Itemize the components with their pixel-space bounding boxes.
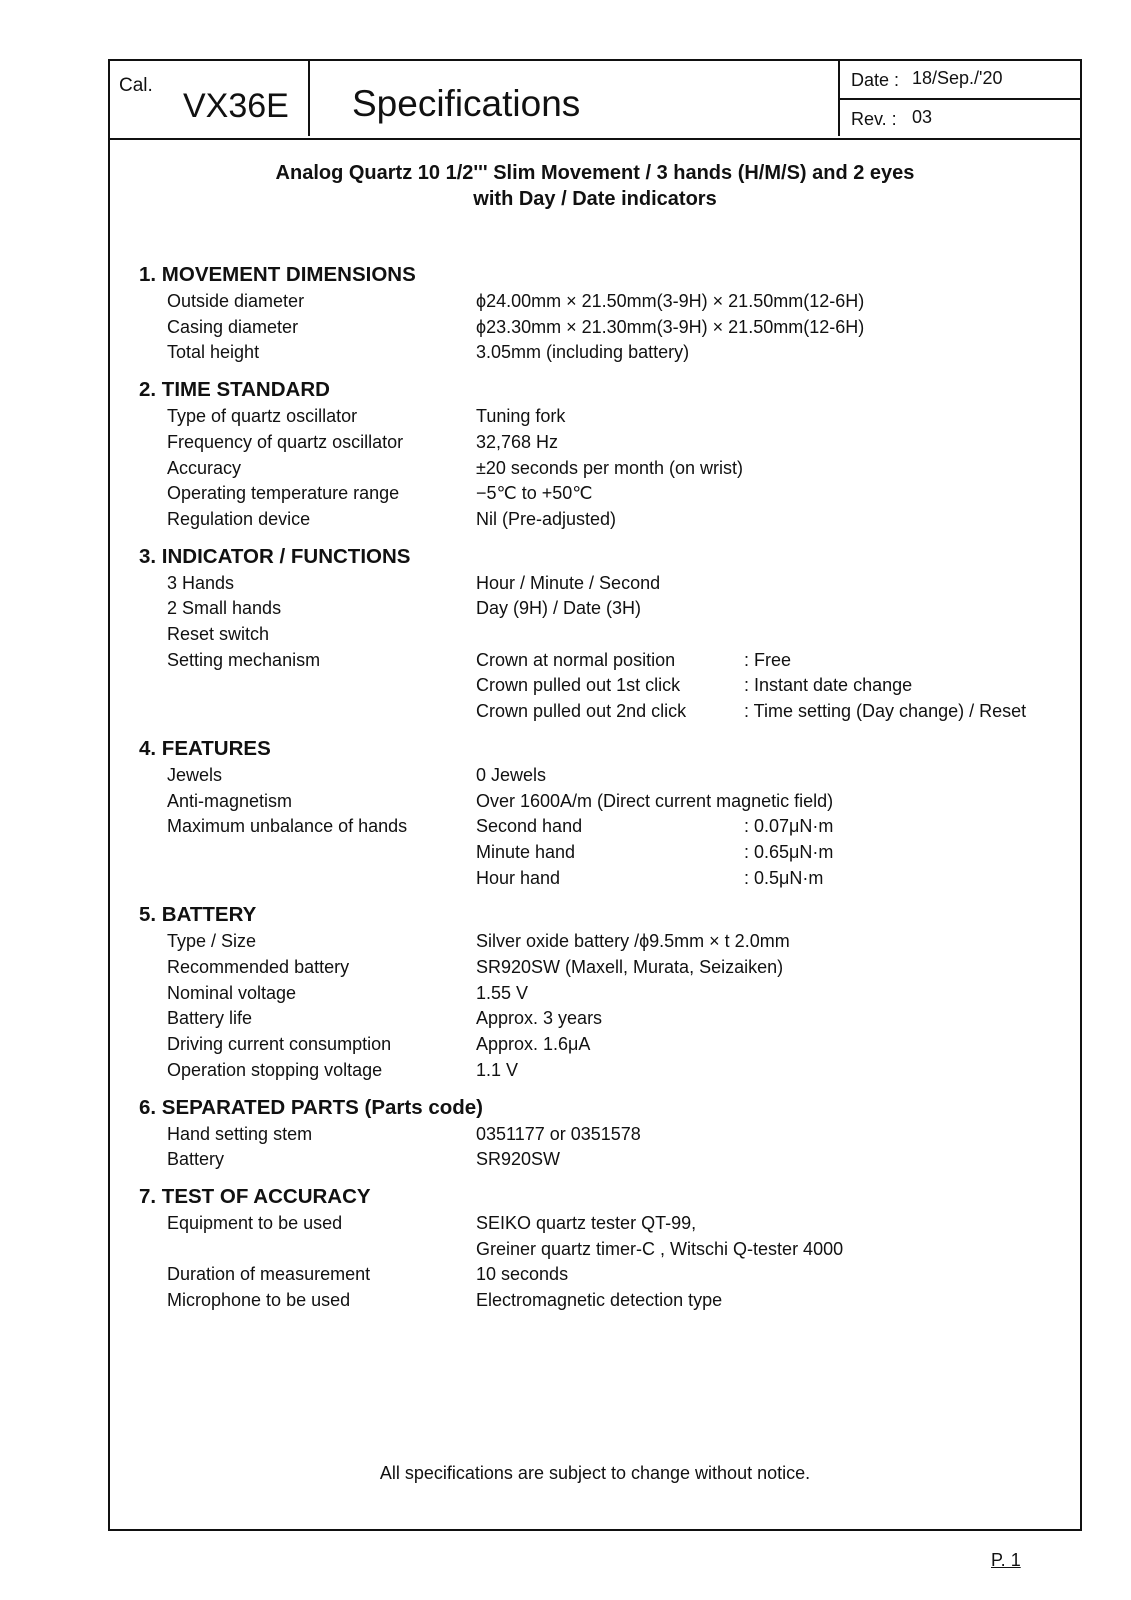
spec-label: Duration of measurement (167, 1264, 371, 1285)
spec-subrow (476, 648, 1069, 674)
spec-value: 32,768 Hz (476, 431, 559, 452)
spec-value: Day (9H) / Date (3H) (476, 598, 642, 619)
spec-value (476, 866, 1069, 892)
spec-frame (108, 59, 1082, 1531)
section-title: 1. MOVEMENT DIMENSIONS (139, 263, 416, 286)
spec-subrow (476, 840, 1069, 866)
section-title: 7. TEST OF ACCURACY (139, 1184, 371, 1208)
spec-row (139, 866, 1069, 892)
spec-label: Nominal voltage (167, 982, 297, 1003)
date-value: 18/Sep./'20 (912, 68, 1003, 88)
spec-row (139, 1147, 1069, 1173)
spec-row (139, 789, 1069, 815)
date-row (840, 61, 1080, 100)
spec-section (139, 1183, 1069, 1314)
spec-sub-label: Crown pulled out 2nd click (476, 701, 687, 722)
spec-row (139, 699, 1069, 725)
spec-row (139, 289, 1069, 315)
spec-value: Tuning fork (476, 406, 566, 427)
spec-subrow (476, 699, 1069, 725)
header-table (110, 61, 1080, 140)
movement-subtitle (110, 160, 1080, 212)
spec-label: Battery life (167, 1008, 253, 1029)
spec-value: ϕ24.00mm × 21.50mm(3-9H) × 21.50mm(12-6H) (476, 291, 865, 311)
spec-sub-value: : Time setting (Day change) / Reset (744, 701, 1027, 722)
spec-section (139, 543, 1069, 725)
spec-value (476, 648, 1069, 674)
spec-label: Setting mechanism (167, 649, 321, 670)
spec-row (139, 315, 1069, 341)
spec-row (139, 673, 1069, 699)
spec-row (139, 840, 1069, 866)
spec-sub-value: : Free (744, 649, 792, 670)
spec-section (139, 1094, 1069, 1173)
revision-label: Rev. : (851, 109, 897, 129)
spec-value (476, 814, 1069, 840)
footer-note: All specifications are subject to change without notice. (379, 1463, 811, 1483)
spec-label: Equipment to be used (167, 1212, 343, 1233)
spec-value: ±20 seconds per month (on wrist) (476, 457, 743, 478)
spec-subrow (476, 814, 1069, 840)
spec-sub-label: Second hand (476, 816, 583, 837)
spec-row (139, 481, 1069, 507)
spec-label: 2 Small hands (167, 598, 282, 619)
section-title: 5. BATTERY (139, 903, 257, 927)
spec-label (139, 699, 476, 725)
spec-label: Type / Size (167, 931, 257, 952)
spec-sub-label: Minute hand (476, 841, 576, 862)
spec-value: 10 seconds (476, 1264, 569, 1285)
caliber-label: Cal. (119, 75, 153, 96)
spec-row (139, 1122, 1069, 1148)
caliber-cell (110, 61, 310, 136)
spec-label: Operating temperature range (167, 483, 400, 504)
subtitle-line-1: Analog Quartz 10 1/2''' Slim Movement / 3 hands (H/M/S) and 2 eyes (275, 162, 915, 184)
spec-sub-label: Hour hand (476, 867, 561, 888)
spec-row (139, 507, 1069, 533)
spec-value: SR920SW (Maxell, Murata, Seizaiken) (476, 957, 784, 978)
spec-label (139, 1237, 476, 1263)
spec-label: Recommended battery (167, 957, 350, 978)
spec-label: Frequency of quartz oscillator (167, 431, 404, 452)
spec-label: Battery (167, 1149, 225, 1170)
section-title: 6. SEPARATED PARTS (Parts code) (139, 1095, 484, 1119)
spec-row (139, 981, 1069, 1007)
spec-label (139, 673, 476, 699)
spec-row (139, 622, 1069, 648)
spec-value: Greiner quartz timer-C , Witschi Q-tester 4000 (476, 1238, 844, 1259)
spec-sub-value: : 0.5μN·m (744, 867, 824, 888)
spec-value (476, 673, 1069, 699)
spec-value: Over 1600A/m (Direct current magnetic field) (476, 790, 834, 811)
spec-row (139, 814, 1069, 840)
spec-value: SEIKO quartz tester QT-99, (476, 1212, 697, 1233)
spec-label: Total height (167, 342, 260, 363)
spec-value: 0351177 or 0351578 (476, 1123, 641, 1144)
spec-label: Jewels (167, 764, 223, 785)
spec-row (139, 763, 1069, 789)
spec-row (139, 340, 1069, 366)
spec-label: Regulation device (167, 508, 311, 529)
spec-sub-label: Crown at normal position (476, 649, 676, 670)
spec-value (476, 699, 1069, 725)
spec-value: 3.05mm (including battery) (476, 342, 690, 363)
document-title: Specifications (352, 83, 581, 124)
spec-value: 0 Jewels (476, 764, 547, 785)
spec-value: 1.1 V (476, 1059, 519, 1080)
spec-row (139, 1288, 1069, 1314)
spec-sub-label: Crown pulled out 1st click (476, 675, 681, 696)
section-title: 4. FEATURES (139, 736, 271, 760)
spec-label: Accuracy (167, 457, 242, 478)
spec-label: Type of quartz oscillator (167, 406, 358, 427)
spec-row (139, 596, 1069, 622)
revision-row (840, 100, 1080, 137)
spec-row (139, 1262, 1069, 1288)
spec-row (139, 1211, 1069, 1237)
spec-row (139, 648, 1069, 674)
spec-row (139, 404, 1069, 430)
spec-value: Silver oxide battery /ϕ9.5mm × t 2.0mm (476, 931, 790, 952)
spec-section (139, 261, 1069, 366)
spec-row (139, 929, 1069, 955)
subtitle-line-2: with Day / Date indicators (473, 188, 717, 210)
spec-label: Hand setting stem (167, 1123, 313, 1144)
spec-label: Operation stopping voltage (167, 1059, 383, 1080)
spec-label (139, 840, 476, 866)
spec-row (139, 1032, 1069, 1058)
spec-sections (139, 261, 1069, 1324)
spec-sub-value: : 0.65μN·m (744, 841, 834, 862)
spec-value: Electromagnetic detection type (476, 1290, 723, 1311)
caliber-value: VX36E (183, 87, 289, 125)
spec-sub-value: : Instant date change (744, 675, 913, 696)
spec-row (139, 1058, 1069, 1084)
section-title: 3. INDICATOR / FUNCTIONS (139, 544, 411, 568)
spec-section (139, 901, 1069, 1083)
spec-subrow (476, 673, 1069, 699)
spec-row (139, 430, 1069, 456)
spec-section (139, 735, 1069, 892)
spec-value: Approx. 1.6μA (476, 1034, 591, 1055)
spec-label: Driving current consumption (167, 1034, 392, 1055)
spec-row (139, 571, 1069, 597)
revision-value: 03 (912, 107, 933, 127)
spec-row (139, 1006, 1069, 1032)
title-cell (310, 61, 832, 136)
spec-label: Maximum unbalance of hands (167, 816, 408, 837)
spec-value: Approx. 3 years (476, 1008, 603, 1029)
date-label: Date : (851, 70, 900, 90)
section-title: 2. TIME STANDARD (139, 378, 330, 402)
spec-value: Nil (Pre-adjusted) (476, 508, 617, 529)
spec-value: 1.55 V (476, 982, 529, 1003)
spec-subrow (476, 866, 1069, 892)
spec-label: Reset switch (167, 624, 270, 645)
spec-label (139, 866, 476, 892)
spec-label: 3 Hands (167, 572, 235, 593)
spec-value: ϕ23.30mm × 21.30mm(3-9H) × 21.50mm(12-6H) (476, 316, 865, 337)
spec-sub-value: : 0.07μN·m (744, 816, 834, 837)
spec-value (476, 622, 1069, 648)
spec-section (139, 376, 1069, 533)
spec-value (476, 840, 1069, 866)
spec-label: Casing diameter (167, 316, 299, 337)
spec-row (139, 955, 1069, 981)
spec-value: SR920SW (476, 1149, 561, 1170)
spec-label: Outside diameter (167, 291, 305, 311)
spec-value: −5℃ to +50℃ (476, 483, 593, 504)
page-number: P. 1 (991, 1550, 1021, 1570)
spec-row (139, 1237, 1069, 1263)
meta-cell (838, 61, 1080, 136)
spec-label: Anti-magnetism (167, 790, 293, 811)
spec-value: Hour / Minute / Second (476, 572, 661, 593)
spec-label: Microphone to be used (167, 1290, 351, 1311)
spec-row (139, 456, 1069, 482)
